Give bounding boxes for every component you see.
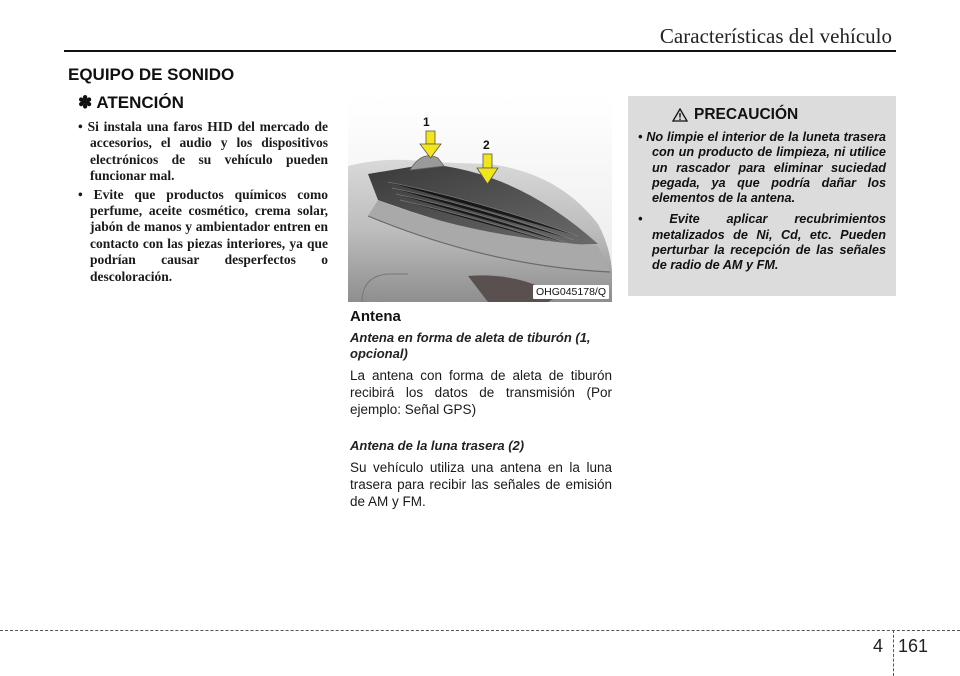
footer-rule [0, 630, 960, 631]
caution-title: PRECAUCIÓN [694, 106, 799, 123]
callout-2: 2 [483, 138, 490, 152]
attention-title [78, 93, 328, 113]
section-title: EQUIPO DE SONIDO [68, 65, 235, 84]
attention-item: • Si instala una faros HID del mercado de accesorios, el audio y los dispositivos electrónicos de su vehículo pueden funcionar mal. [78, 119, 328, 184]
caution-list [638, 130, 886, 274]
asterisk-icon: ✽ [78, 93, 93, 112]
attention-list [78, 119, 328, 285]
page-number: 161 [898, 636, 929, 656]
car-rear-illustration [348, 96, 612, 302]
antenna-section [350, 308, 612, 531]
rear-window-text: Su vehículo utiliza una antena en la luna trasera para recibir las señales de emisión de AM y FM. [350, 460, 612, 509]
caution-header [672, 106, 886, 124]
caution-item: • No limpie el interior de la luneta trasera con un producto de limpieza, ni utilice un rascador para eliminar suciedad pegada, ya que podría dañar los elementos de la antena. [638, 130, 886, 206]
rear-window-title: Antena de la luna trasera (2) [350, 438, 525, 454]
attention-item: • Evite que productos químicos como perfume, aceite cosmético, crema solar, jabón de manos y ambientador entren en contacto con las piezas interiores, ya que podrían causar desperfectos o descoloración. [78, 186, 328, 284]
footer-divider [893, 630, 894, 676]
header-rule [64, 50, 896, 52]
shark-fin-text: La antena con forma de aleta de tiburón recibirá los datos de transmisión (Por ejemplo: Señal GPS) [350, 368, 612, 417]
figure-caption: OHG045178/Q [533, 285, 609, 299]
antenna-figure [348, 96, 612, 302]
attention-title-text: ATENCIÓN [96, 93, 184, 112]
chapter-number: 4 [873, 636, 884, 656]
attention-block [78, 93, 328, 287]
page-header-title: Características del vehículo [659, 24, 892, 48]
callout-1: 1 [423, 115, 430, 129]
shark-fin-title: Antena en forma de aleta de tiburón (1, opcional) [350, 330, 591, 361]
caution-box [628, 96, 896, 296]
caution-item: • Evite aplicar recubrimientos metalizados de Ni, Cd, etc. Pueden perturbar la recepción de las señales de radio de AM y FM. [638, 212, 886, 273]
warning-triangle-icon [672, 108, 688, 122]
antenna-title: Antena [350, 308, 401, 325]
